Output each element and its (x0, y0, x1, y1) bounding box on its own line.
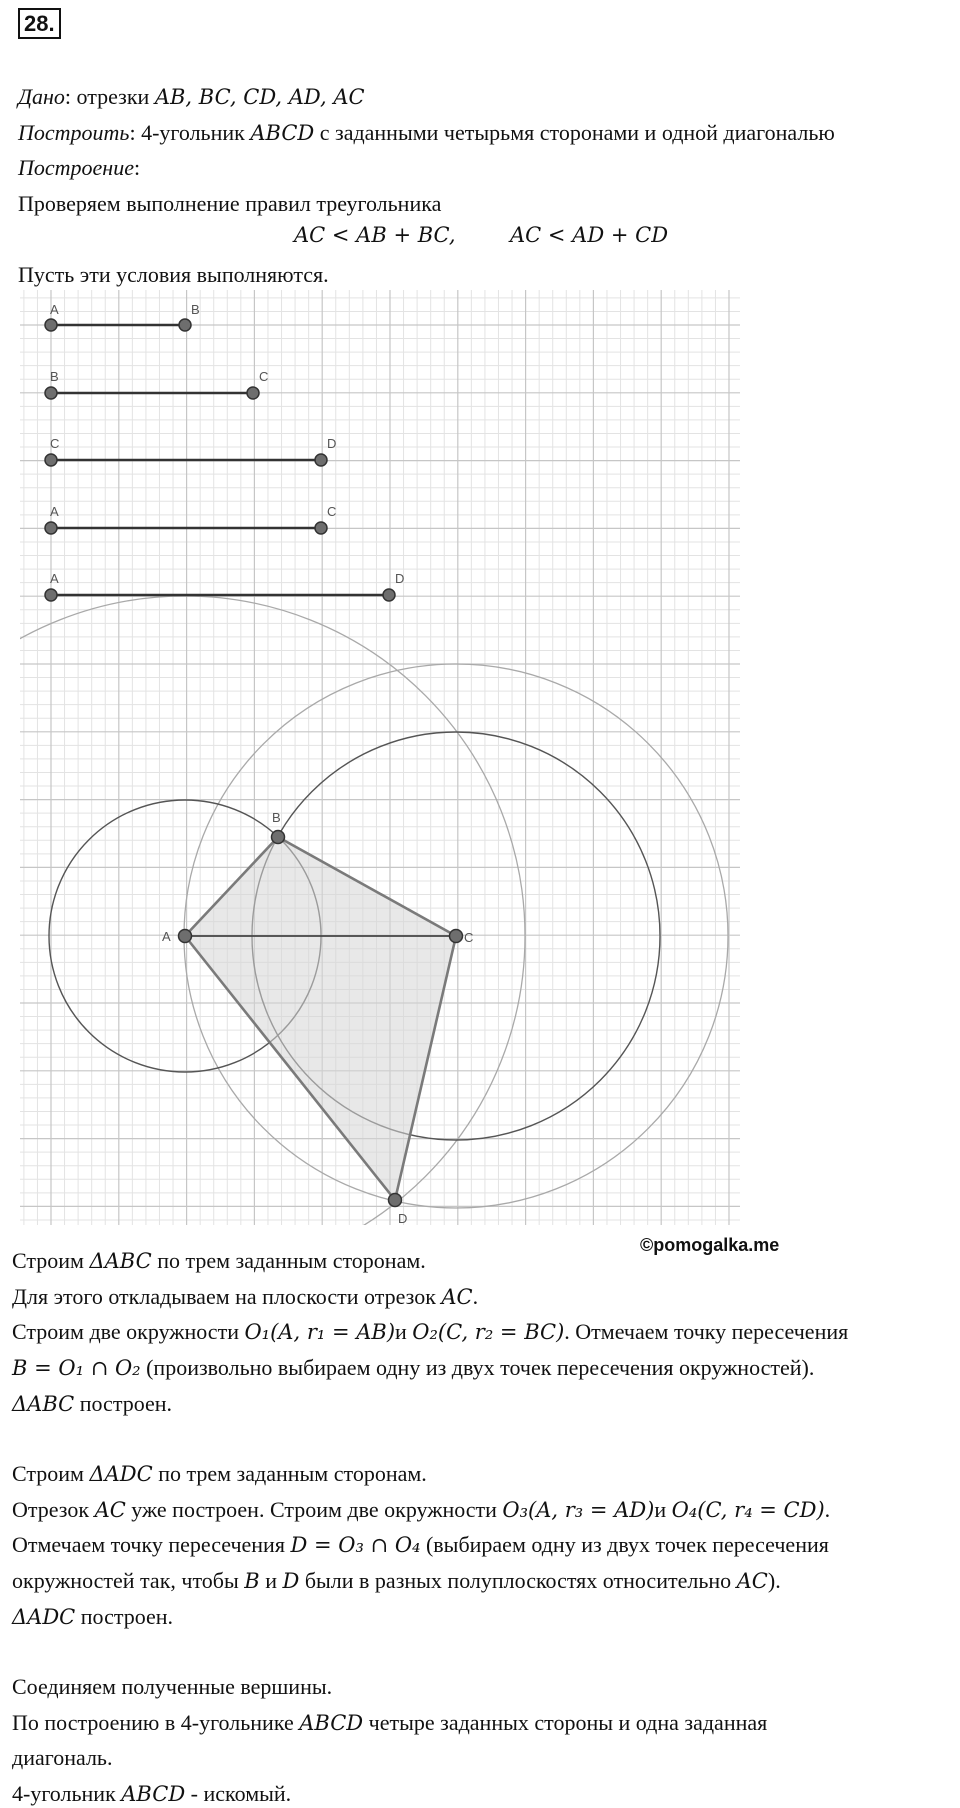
segment-ab-start-label: A (50, 302, 59, 317)
p2-l4-math2: D (282, 1569, 300, 1593)
vertex-b (272, 831, 285, 844)
p1-line-2 (12, 1284, 478, 1310)
vertex-c (450, 930, 463, 943)
p1-l2-text: Для этого откладываем на плоскости отрезок (12, 1284, 442, 1309)
assume-line: Пусть эти условия выполняются. (18, 262, 329, 287)
p1-line-3 (12, 1319, 848, 1345)
p2-l5-rest: построен. (75, 1604, 174, 1629)
p2-l4-mid: и (259, 1568, 283, 1593)
inequality-2: AC < AD + CD (510, 223, 669, 247)
p2-line-5 (12, 1604, 173, 1630)
p1-l1-text: Строим (12, 1248, 90, 1273)
p1-l5-math: ΔABC (12, 1392, 75, 1416)
p2-l2-mid: уже построен. Строим две окружности (125, 1497, 503, 1522)
segment-ab-end-label: B (191, 302, 200, 317)
given-label: Дано (18, 84, 65, 109)
p1-l3-math1: O₁(A, r₁ = AB) (244, 1320, 396, 1344)
construction-colon: : (133, 155, 141, 180)
given-line (18, 84, 365, 110)
construction-line (18, 155, 140, 181)
watermark: ©pomogalka.me (640, 1235, 780, 1255)
p1-line-1 (12, 1248, 426, 1274)
segment-bc-start-label: B (50, 369, 59, 384)
construct-math: ABCD (250, 121, 315, 145)
segment-cd-start-label: C (50, 436, 60, 451)
p2-line-4 (12, 1568, 781, 1594)
point (45, 522, 57, 534)
p2-line-1 (12, 1461, 427, 1487)
vertex-c-label: C (464, 930, 474, 945)
p1-line-5 (12, 1391, 172, 1417)
p3-l4-math: ABCD (121, 1782, 186, 1806)
construct-line (18, 120, 835, 146)
p3-line-3: диагональ. (12, 1745, 113, 1770)
vertex-d-label: D (398, 1211, 408, 1226)
p2-l2-math2: O₄(C, r₄ = CD) (671, 1498, 825, 1522)
given-segments (45, 302, 404, 601)
vertex-a-label: A (162, 929, 171, 944)
p2-l1-text: Строим (12, 1461, 90, 1486)
p2-l2-rest: . (824, 1497, 831, 1522)
p1-l2-math: AC (441, 1285, 473, 1309)
given-text: : отрезки (64, 84, 155, 109)
p2-l4-math1: B (244, 1569, 260, 1593)
vertex-d (389, 1194, 402, 1207)
p3-l2-text: По построению в 4-угольнике (12, 1710, 300, 1735)
p2-l4-mid2: были в разных полуплоскостях относительно (299, 1568, 737, 1593)
construct-text-after: с заданными четырьмя сторонами и одной диагональю (314, 120, 835, 145)
p2-l2-text: Отрезок (12, 1497, 95, 1522)
p2-l4-math3: AC (736, 1569, 768, 1593)
p3-l2-rest: четыре заданных стороны и одна заданная (363, 1710, 768, 1735)
point (45, 319, 57, 331)
p2-l3-text: Отмечаем точку пересечения (12, 1532, 291, 1557)
p2-l2-mid2: и (654, 1497, 672, 1522)
construction-label: Построение (18, 155, 134, 180)
p1-l3-rest: . Отмечаем точку пересечения (564, 1319, 849, 1344)
segment-ad-start-label: A (50, 571, 59, 586)
p2-l3-math: D = O₃ ∩ O₄ (290, 1533, 421, 1557)
segment-ac-end-label: C (327, 504, 337, 519)
inequality-1: AC < AB + BC, (294, 223, 456, 247)
p3-line-4 (12, 1781, 291, 1807)
construct-label: Построить (18, 120, 130, 145)
p1-l5-rest: построен. (74, 1391, 173, 1416)
vertex-b-label: B (272, 810, 281, 825)
point (179, 319, 191, 331)
p1-l1-rest: по трем заданным сторонам. (151, 1248, 426, 1273)
p3-l4-text: 4-угольник (12, 1781, 122, 1806)
segment-cd-end-label: D (327, 436, 337, 451)
point (45, 387, 57, 399)
segment-bc-end-label: C (259, 369, 269, 384)
p2-line-2 (12, 1497, 830, 1523)
p1-l3-text: Строим две окружности (12, 1319, 245, 1344)
point (315, 522, 327, 534)
point (383, 589, 395, 601)
p1-line-4 (12, 1355, 814, 1381)
point (315, 454, 327, 466)
construction-figure (20, 290, 750, 1230)
segment-ac-start-label: A (50, 504, 59, 519)
p2-l1-rest: по трем заданным сторонам. (152, 1461, 427, 1486)
p1-l4-rest: (произвольно выбираем одну из двух точек пересечения окружностей). (140, 1355, 815, 1380)
given-math: AB, BC, CD, AD, AC (154, 85, 365, 109)
p1-l4-math: B = O₁ ∩ O₂ (12, 1356, 141, 1380)
p3-line-1: Соединяем полученные вершины. (12, 1674, 333, 1699)
point (45, 589, 57, 601)
p1-l3-math2: O₂(C, r₂ = BC) (412, 1320, 565, 1344)
p3-line-2 (12, 1710, 767, 1736)
p1-l3-mid: и (395, 1319, 413, 1344)
p1-l1-math: ΔABC (89, 1249, 152, 1273)
segment-ad-end-label: D (395, 571, 405, 586)
p2-l4-rest: ). (767, 1568, 781, 1593)
point (247, 387, 259, 399)
p2-l1-math: ΔADC (89, 1462, 153, 1486)
p2-line-3 (12, 1532, 829, 1558)
check-line: Проверяем выполнение правил треугольника (18, 191, 442, 216)
p2-l3-rest: (выбираем одну из двух точек пересечения (420, 1532, 829, 1557)
p2-l4-text: окружностей так, чтобы (12, 1568, 245, 1593)
p2-l5-math: ΔADC (12, 1605, 76, 1629)
vertex-a (179, 930, 192, 943)
p2-l2-math: AC (94, 1498, 126, 1522)
p3-l4-rest: - искомый. (185, 1781, 292, 1806)
problem-number: 28. (18, 8, 61, 39)
construct-text-before: : 4-угольник (129, 120, 251, 145)
point (45, 454, 57, 466)
p1-l2-rest: . (472, 1284, 479, 1309)
p3-l2-math: ABCD (299, 1711, 364, 1735)
p2-l2-math1: O₃(A, r₃ = AD) (502, 1498, 655, 1522)
